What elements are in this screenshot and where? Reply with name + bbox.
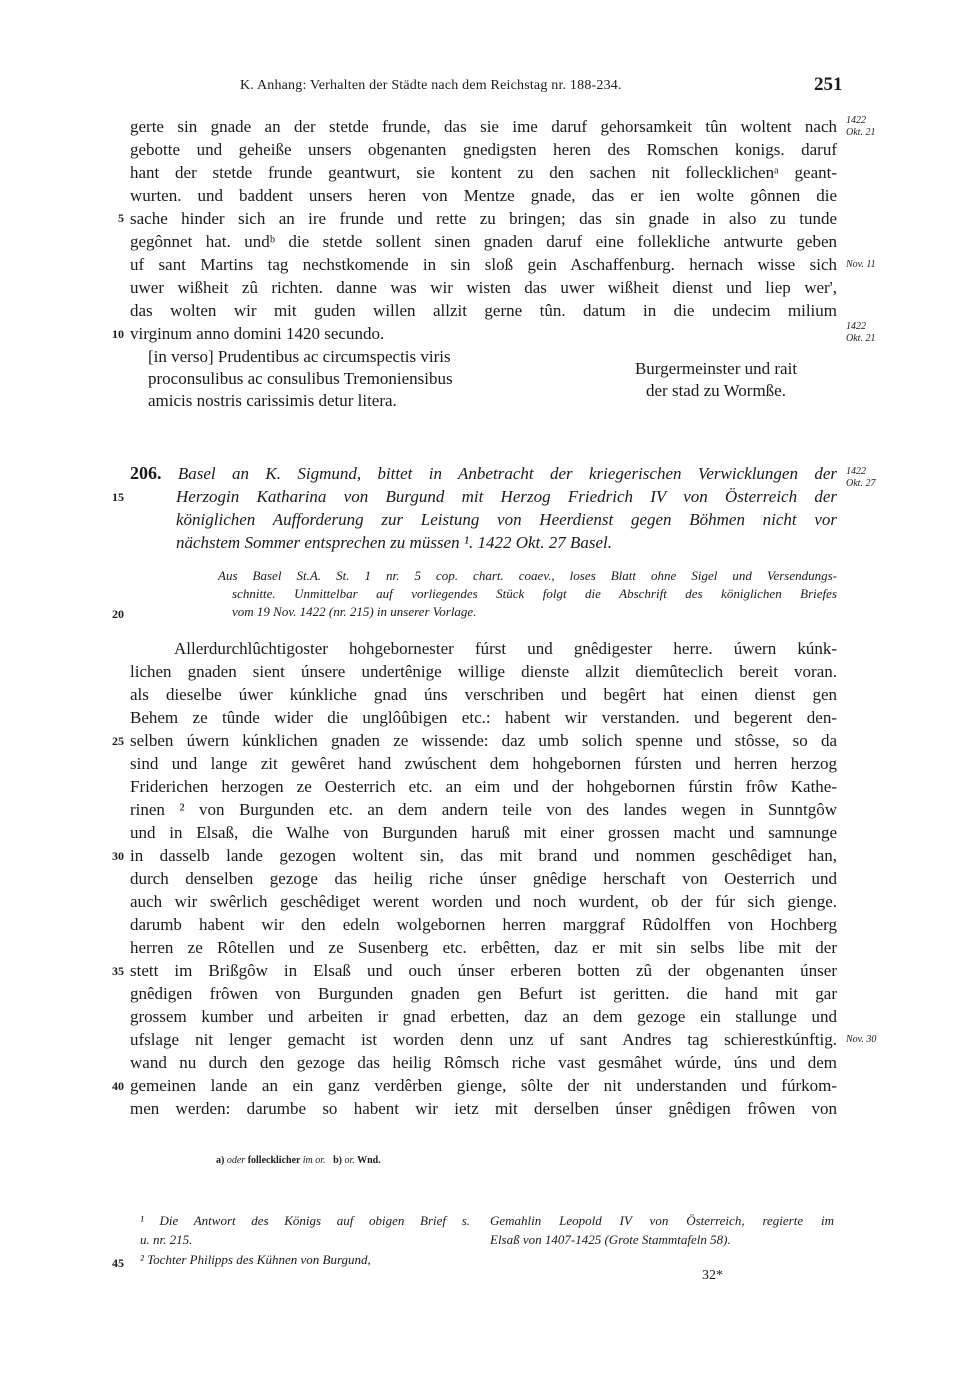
- signature-line: Burgermeinster und rait: [634, 359, 798, 378]
- line-number: 5: [118, 211, 124, 225]
- text-line: rinen ² von Burgunden etc. an dem andern teile von des landes wegen in Sunntgôw: [130, 800, 837, 819]
- footnote-line: Elsaß von 1407-1425 (Grote Stammtafeln 58).: [490, 1232, 731, 1247]
- document-title-line: [130, 462, 837, 485]
- address-block: [148, 346, 453, 412]
- apparatus-word: Wnd.: [357, 1155, 381, 1166]
- address-line: proconsulibus ac consulibus Tremoniensibus: [148, 369, 453, 388]
- text-line: wurten. und baddent unsers heren von Mentze gnade, das er ien wolte gônnen die: [130, 186, 837, 205]
- footnote-line: ¹ Die Antwort des Königs auf obigen Brief s.: [140, 1213, 470, 1228]
- line-number: 35: [112, 964, 124, 978]
- text-line: men werden: darumbe so habent wir ietz mit derselben únser gnêdigen frôwen von: [130, 1099, 837, 1118]
- margin-date: Nov. 30: [846, 1034, 877, 1045]
- text-line: Behem ze tûnde wider die unglôûbigen etc.: habent wir verstanden. und begerent den-: [130, 708, 837, 727]
- apparatus-note: or.: [344, 1155, 355, 1166]
- text-line: als dieselbe úwer kúnkliche gnad úns verschriben und begêrt hat einen dienst gen: [130, 685, 837, 704]
- signature-mark: 32*: [702, 1268, 723, 1283]
- text-line: ufslage nit lenger gemacht ist worden denn unz uf sant Andres tag schierestkúnftig.: [130, 1030, 837, 1049]
- text-line: durch denselben gezoge das heilig riche únser gnêdige herschaft von Oesterrich und: [130, 869, 837, 888]
- margin-date: 1422 Okt. 21: [846, 115, 876, 138]
- text-line: das wolten wir mit guden willen allzit gerne tûn. datum in die undecim milium: [130, 301, 837, 320]
- text-line: und in Elsaß, die Walhe von Burgunden haruß mit einer grossen macht und samnunge: [130, 823, 837, 842]
- text-line: Allerdurchlûchtigoster hohgebornester fúrst und gnêdigester herre. úwern kúnk-: [174, 639, 837, 658]
- signature-line: der stad zu Wormße.: [646, 381, 786, 400]
- running-head: K. Anhang: Verhalten der Städte nach dem Reichstag nr. 188-234.: [240, 78, 622, 93]
- text-line: lichen gnaden sient únsere undertênige willige dienste allzit diemûteclich bereit voran.: [130, 662, 837, 681]
- apparatus-note: im or.: [302, 1155, 326, 1166]
- text-line: Friderichen herzogen ze Oesterrich etc. an eim und der hohgebornen fúrstin frôw Kathe-: [130, 777, 837, 796]
- text-line: hant der stetde frunde geantwurt, sie kontent zu den sachen nit follecklichenᵃ geant-: [130, 163, 837, 182]
- document-title-line: königlichen Aufforderung zur Leistung von Heerdienst gegen Böhmen nicht vor: [176, 510, 837, 529]
- line-number: 30: [112, 849, 124, 863]
- footnote-line: Gemahlin Leopold IV von Österreich, regierte im: [490, 1213, 834, 1228]
- text-line: herren ze Rôtellen und ze Susenberg etc. erbêtten, daz er mit sin selbs libe mit der: [130, 938, 837, 957]
- document-title-line: Herzogin Katharina von Burgund mit Herzog Friedrich IV von Österreich der: [176, 487, 837, 506]
- signature-block: [616, 358, 816, 402]
- text-line: selben úwern kúnklichen gnaden ze wissende: daz umb solich spenne und stôsse, so da: [130, 731, 837, 750]
- apparatus-mark: b): [333, 1155, 342, 1166]
- source-line: Aus Basel St.A. St. 1 nr. 5 cop. chart. coaev., loses Blatt ohne Sigel und Versendungs-: [218, 568, 837, 583]
- document-title-text: Basel an K. Sigmund, bittet in Anbetracht der kriegerischen Verwicklungen der: [177, 464, 837, 483]
- text-line: grossem kumber und arbeiten ir gnad erbetten, daz an dem gezoge ein stallunge und: [130, 1007, 837, 1026]
- source-line: schnitte. Unmittelbar auf vorliegendes Stück folgt die Abschrift des königlichen Briefes: [232, 586, 837, 601]
- text-line: sind und lange zit gewêret hand zwúschent dem hohgebornen fúrsten und herren herzog: [130, 754, 837, 773]
- page-header: [0, 76, 960, 100]
- text-line: virginum anno domini 1420 secundo.: [130, 324, 385, 343]
- line-number: 45: [112, 1256, 124, 1270]
- address-line: amicis nostris carissimis detur litera.: [148, 391, 397, 410]
- line-number: 15: [112, 490, 124, 504]
- line-number: 10: [112, 327, 124, 341]
- margin-date: 1422 Okt. 27: [846, 466, 876, 489]
- text-line: gerte sin gnade an der stetde frunde, das sie ime daruf gehorsamkeit tûn woltent nach: [130, 117, 837, 136]
- source-line: vom 19 Nov. 1422 (nr. 215) in unserer Vorlage.: [232, 604, 477, 619]
- document-number: 206.: [130, 463, 162, 483]
- line-number: 20: [112, 607, 124, 621]
- critical-apparatus: [216, 1155, 381, 1166]
- text-line: gnêdigen frôwen von Burgunden gnaden gen Befurt ist geritten. die hand mit gar: [130, 984, 837, 1003]
- text-line: darumb habent wir den edeln wolgebornen herren marggraf Rûdolffen von Hochberg: [130, 915, 837, 934]
- apparatus-mark: a): [216, 1155, 225, 1166]
- document-title-line: nächstem Sommer entsprechen zu müssen ¹. 1422 Okt. 27 Basel.: [176, 533, 613, 552]
- footnote-line: ² Tochter Philipps des Kühnen von Burgund,: [140, 1252, 371, 1267]
- text-line: sache hinder sich an ire frunde und rette zu bringen; das sin gnade in also zu tunde: [130, 209, 837, 228]
- page-number: 251: [814, 74, 843, 95]
- text-line: uwer wißheit zû richten. danne was wir wisten das uwer wißheit dienst und liep wer',: [130, 278, 837, 297]
- text-line: gegônnet hat. undᵇ die stetde sollent sinen gnaden daruf eine follekliche antwurte geben: [130, 232, 837, 251]
- text-line: wand nu durch den gezoge das heilig Rômsch riche vast gesmâhet wúrde, úns und dem: [130, 1053, 837, 1072]
- text-line: auch wir swêrlich geschêdiget werent worden und noch wurdent, ob der fúr sich gienge.: [130, 892, 837, 911]
- line-number: 40: [112, 1079, 124, 1093]
- footnote-line: u. nr. 215.: [140, 1232, 193, 1247]
- margin-date: 1422 Okt. 21: [846, 321, 876, 344]
- apparatus-word: follecklicher: [247, 1155, 301, 1166]
- address-line: [in verso] Prudentibus ac circumspectis viris: [148, 347, 451, 366]
- line-number: 25: [112, 734, 124, 748]
- margin-date: Nov. 11: [846, 259, 876, 270]
- text-line: in dasselb lande gezogen woltent sin, das mit brand und nommen geschêdiget han,: [130, 846, 837, 865]
- text-line: stett im Brißgôw in Elsaß und ouch únser erberen botten zû der obgenanten únser: [130, 961, 837, 980]
- text-line: gemeinen lande an ein ganz verdêrben gienge, sôlte der nit understanden und fúrkom-: [130, 1076, 837, 1095]
- text-line: gebotte und geheiße unsers obgenanten gnedigsten heren des Romschen konigs. daruf: [130, 140, 837, 159]
- text-line: uf sant Martins tag nechstkomende in sin sloß gein Aschaffenburg. hernach wisse sich: [130, 255, 837, 274]
- apparatus-note: oder: [226, 1155, 246, 1166]
